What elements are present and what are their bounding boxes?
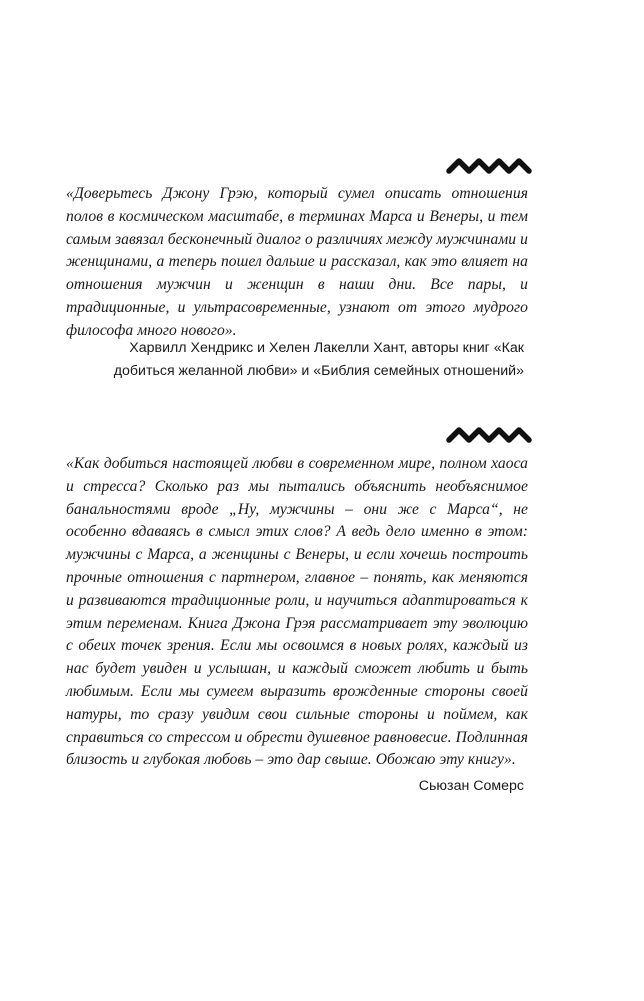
blurb-attribution-1: Харвилл Хендрикс и Хелен Лакелли Хант, авторы книг «Как добиться желанной любви» и «Библия семейных отношений» <box>113 340 524 379</box>
blurb-attribution-2: Сьюзан Сомерс <box>418 778 524 794</box>
zigzag-wave-icon <box>446 425 532 445</box>
blurb-quote-2: «Как добиться настоящей любви в современном мире, полном хаоса и стресса? Сколько раз мы пытались объяснить необъяснимое банальностями вроде „Ну, мужчины – они же с Марса“, не особенно вдаваясь в смысл этих слов? А ведь дело именно в этом: мужчины с Марса, а женщины с Венеры, и если хочешь построить прочные отношения с партнером, главное – понять, как меняются и развиваются традиционные роли, и научиться адаптироваться к этим переменам. Книга Джона Грэя рассматривает эту эволюцию с обеих точек зрения. Если мы освоимся в новых ролях, каждый из нас будет увиден и услышан, и каждый сможет любить и быть любимым. Если мы сумеем выразить врожденные стороны своей натуры, то сразу увидим свои сильные стороны и поймем, как справиться со стрессом и обрести душевное равновесие. Подлинная близость и глубокая любовь – это дар свыше. Обожаю эту книгу». <box>66 455 528 769</box>
zigzag-wave-icon <box>446 156 532 176</box>
blurb-quote-1: «Доверьтесь Джону Грэю, который сумел описать отношения полов в космическом масштабе, в терминах Марса и Венеры, и тем самым завязал бесконечный диалог о различиях между мужчинами и женщинами, а теперь пошел дальше и рассказал, как это влияет на отношения мужчин и женщин в наши дни. Все пары, и традиционные, и ультрасовременные, узнают от этого мудрого философа много нового». <box>66 185 528 339</box>
